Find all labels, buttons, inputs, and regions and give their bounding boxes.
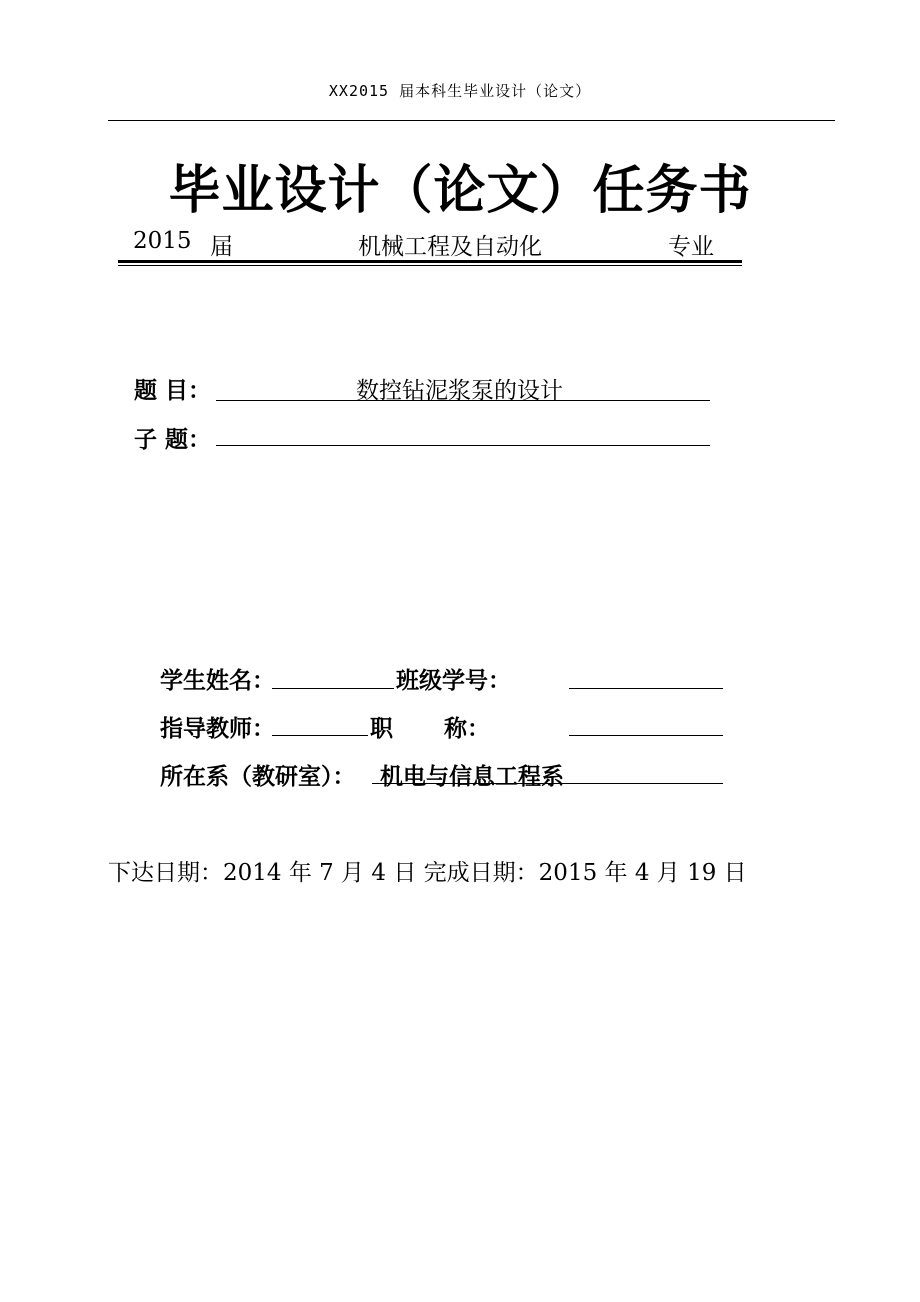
student-name-label: 学生姓名： (160, 667, 275, 694)
professional-title-underline (569, 735, 723, 736)
graduation-year-suffix: 届 (210, 234, 233, 260)
professional-title-label-2: 称： (444, 715, 490, 742)
finish-date-label: 完成日期： (423, 860, 539, 886)
professional-title-label-1: 职 (370, 715, 393, 742)
issue-date-value: 2014 年 7 月 4 日 (223, 860, 417, 886)
issue-date-label: 下达日期： (108, 860, 223, 886)
topic-value: 数控钻泥浆泵的设计 (356, 378, 563, 404)
major-name: 机械工程及自动化 (358, 234, 542, 260)
dates-line (108, 854, 747, 887)
page-title: 毕业设计（论文）任务书 (168, 160, 752, 221)
department-label: 所在系（教研室）： (160, 763, 356, 790)
running-header: XX2015 届本科生毕业设计（论文） (328, 82, 592, 100)
header-divider (108, 120, 835, 121)
class-number-underline (569, 688, 723, 689)
finish-date-value: 2015 年 4 月 19 日 (538, 860, 747, 886)
title-divider-thick (118, 260, 742, 263)
department-value: 机电与信息工程系 (380, 763, 564, 790)
topic-label: 题 目： (134, 377, 212, 404)
teacher-label: 指导教师： (160, 715, 275, 742)
subtopic-label: 子 题： (134, 426, 212, 453)
teacher-underline (272, 735, 368, 736)
major-suffix: 专业 (668, 234, 714, 260)
student-name-underline (272, 688, 394, 689)
title-divider-thin (118, 265, 742, 266)
graduation-year: 2015 (133, 228, 192, 254)
class-number-label: 班级学号： (396, 667, 511, 694)
subtopic-underline (216, 445, 710, 446)
